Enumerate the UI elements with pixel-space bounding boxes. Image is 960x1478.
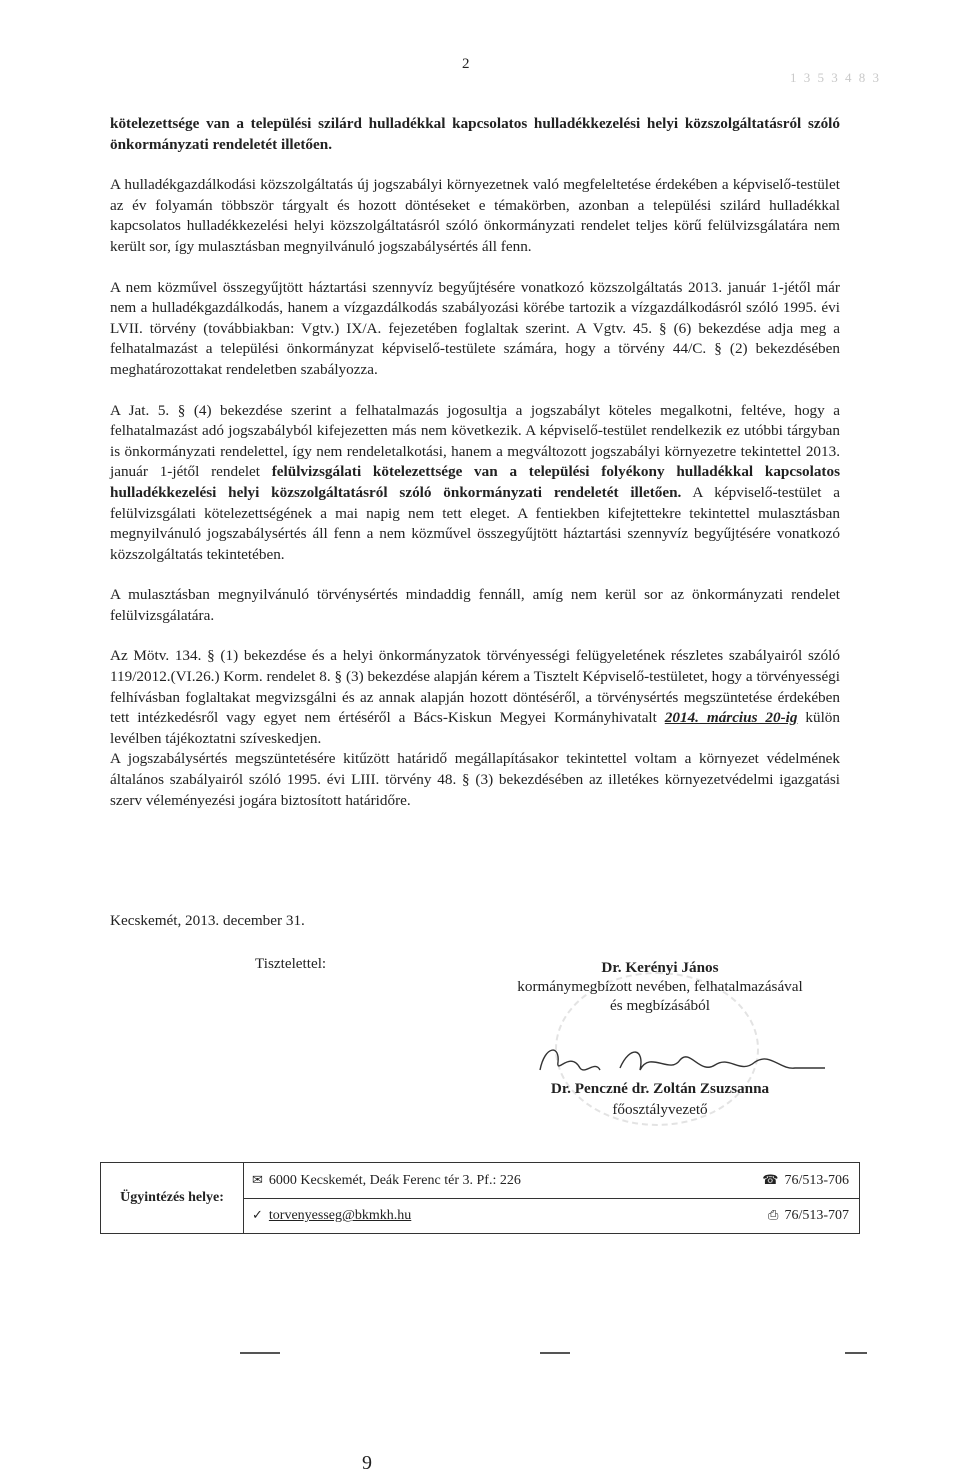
paragraph-1: kötelezettsége van a települési szilárd hulladékkal kapcsolatos hulladékkezelési helyi közszolgáltatásról szóló önkormányzati rendeletét illetően. [110,115,840,153]
footer-label: Ügyintézés helye: [101,1163,244,1233]
signer-line-1: kormánymegbízott nevében, felhatalmazásával [517,978,803,995]
paragraph-4-text-a: A Jat. 5. § (4) bekezdése szerint a felhatalmazás jogosultja a jogszabályt köteles megalkotni, feltéve, hogy a felhatalmazást adó jogszabályból kifejezetten más nem következik. A képviselő-testület rendelkezik ez utóbbi tárgyban is önkormányzati rendelettel, így nem rendeletalkotási, hanem a megváltozott jogszabályi környezetre tekintettel 2013. január 1-jétől rendelet [110,401,840,481]
fax-icon: ⎙ [768,1207,779,1223]
handwritten-signature [520,1040,840,1080]
footer-row-address [244,1163,859,1198]
footer-phone: 76/513-706 [784,1172,849,1188]
scan-mark [540,1352,570,1354]
signer-line-2: és megbízásából [610,997,710,1014]
letter-body [110,114,840,831]
signer-block [495,958,825,1015]
footer-email-link[interactable]: torvenyesseg@bkmkh.hu [268,1208,412,1224]
footer-row-email [244,1198,859,1234]
paragraph-6-text-b: külön levélben tájékoztatni szíveskedjen. [110,709,840,747]
deadline-date: 2014. március 20-ig [664,709,798,727]
signer-2-title: főosztályvezető [612,1101,708,1118]
footer-address: 6000 Kecskemét, Deák Ferenc tér 3. Pf.: 226 [268,1172,521,1188]
paragraph-3: A nem közművel összegyűjtött háztartási szennyvíz begyűjtésére vonatkozó közszolgáltatás 2013. január 1-jétől már nem a hulladékgazdálkodás, hanem a vízgazdálkodás szabályozási körébe tartozik a vízgazdálkodásról szóló 1995. évi LVII. törvény (továbbiakban: Vgtv.) IX/A. fejezetében foglaltak szerint. A Vgtv. 45. § (6) bekezdése adja meg a felhatalmazást a települési önkormányzat képviselő-testülete számára, hogy a törvény 44/C. § (2) bekezdésében meghatározottakat rendeletben szabályozza. [110,278,840,378]
email-icon: ✓ [252,1207,263,1223]
paragraph-6-text-a: Az Mötv. 134. § (1) bekezdése és a helyi önkormányzatok törvényességi felügyeletének részletes szabályairól szóló 119/2012.(VI.26.) Korm. rendelet 8. § (3) bekezdése alapján kérem a Tisztelt Képviselő-testületet, hogy a törvényességi felhívásban foglaltakat megvizsgálni és az annak alapján hozott döntéséről, a törvénysértés megszüntetése érdekében tett intézkedésről vagy egyet nem értéséről a Bács-Kiskun Megyei Kormányhivatalt [110,647,840,727]
place-date: Kecskemét, 2013. december 31. [110,912,305,929]
scan-mark [240,1352,280,1354]
paragraph-4 [110,401,840,566]
phone-icon: ☎ [762,1171,779,1187]
signer-name: Dr. Kerényi János [601,959,719,976]
greeting: Tisztelettel: [255,955,327,972]
paragraph-4-bold: felülvizsgálati kötelezettsége van a települési folyékony hulladékkal kapcsolatos hulladékkezelési helyi közszolgáltatásról szóló önkormányzati rendeletét illetően. [110,463,840,501]
footer-fax: 76/513-707 [784,1208,849,1224]
paragraph-2: A hulladékgazdálkodási közszolgáltatás új jogszabályi környezetnek való megfeleltetése érdekében a képviselő-testület az év folyamán többször tárgyalt és hozott döntéseket e témakörben, azonban a települési szilárd hulladékkal kapcsolatos hulladékkezelési helyi közszolgáltatásról szóló önkormányzati rendelet teljes körű felülvizsgálatára nem került sor, így mulasztásban megnyilvánuló jogszabálysértés áll fenn. [110,176,840,255]
signer-2-block [495,1078,825,1120]
contact-footer [100,1162,860,1234]
page-number: 2 [462,56,470,72]
scan-mark [845,1352,867,1354]
envelope-icon: ✉ [252,1171,263,1187]
bottom-page-number: 9 [362,1452,372,1474]
registration-stamp: 1 3 5 3 4 8 3 [790,70,881,85]
signer-2-name: Dr. Penczné dr. Zoltán Zsuzsanna [550,1080,770,1097]
paragraph-5: A mulasztásban megnyilvánuló törvénysértés mindaddig fennáll, amíg nem kerül sor az önkormányzati rendelet felülvizsgálatára. [110,586,840,624]
paragraph-7: A jogszabálysértés megszüntetésére kitűzött határidő megállapításakor tekintettel voltam a környezet védelmének általános szabályairól szóló 1995. évi LIII. törvény 48. § (3) bekezdésében az illetékes környezetvédelmi igazgatási szerv véleményezési jogára biztosított határidőre. [110,750,840,809]
paragraph-4-text-b: A képviselő-testület a felülvizsgálati kötelezettségének a mai napig nem tett eleget. A fentiekben kifejtettekre tekintettel mulasztásban megnyilvánuló jogszabálysértés áll fenn a nem közművel összegyűjtött háztartási szennyvíz begyűjtésére vonatkozó közszolgáltatás tekintetében. [110,483,840,563]
paragraph-6 [110,646,840,749]
